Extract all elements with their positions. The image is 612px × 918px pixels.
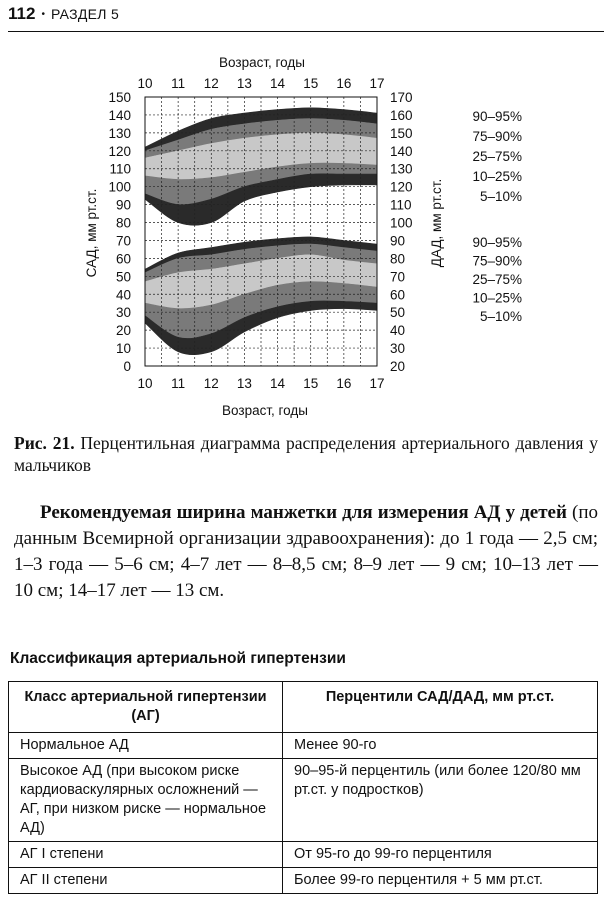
legend-lower-item: 10–25% [472, 290, 522, 306]
y-tick-left: 120 [108, 143, 131, 159]
legend-lower [472, 235, 522, 324]
legend-lower-item: 5–10% [479, 309, 522, 324]
y-tick-left: 140 [108, 107, 131, 123]
header-class: Класс артериальной гипертензии (АГ) [9, 682, 283, 733]
cell-class: АГ II степени [9, 868, 283, 894]
y-tick-left: 130 [108, 125, 131, 141]
y-tick-left: 20 [115, 323, 131, 339]
cell-percentile: Менее 90-го [283, 733, 598, 759]
cuff-width-paragraph [14, 500, 598, 604]
y-axis-label-left: САД, мм рт.ст. [84, 188, 99, 278]
x-tick-bottom: 12 [203, 376, 219, 391]
y-tick-right: 100 [390, 215, 413, 231]
x-tick-top: 16 [336, 76, 352, 91]
legend-upper-item: 10–25% [472, 169, 522, 184]
cell-class: Высокое АД (при высоком риске кардиоваскулярных осложнений — АГ, при низком риске — нормальное АД) [9, 759, 283, 842]
x-tick-top: 17 [369, 76, 385, 91]
y-tick-left: 10 [115, 341, 131, 357]
y-tick-right: 130 [390, 161, 413, 177]
table-row [9, 733, 598, 759]
figure-caption [14, 432, 598, 476]
y-tick-right: 140 [390, 143, 413, 159]
y-ticks-left [108, 90, 131, 374]
y-tick-left: 80 [115, 215, 131, 231]
hypertension-table [8, 681, 598, 894]
x-tick-bottom: 16 [336, 376, 352, 391]
y-tick-left: 90 [115, 197, 131, 213]
x-tick-bottom: 13 [236, 376, 252, 391]
y-tick-right: 150 [390, 125, 413, 141]
y-tick-right: 80 [390, 251, 406, 267]
y-tick-right: 70 [390, 269, 406, 285]
y-tick-left: 0 [123, 359, 131, 374]
x-tick-top: 15 [303, 76, 319, 91]
x-tick-bottom: 11 [171, 376, 186, 391]
legend-upper-item: 90–95% [472, 109, 522, 124]
x-tick-top: 12 [203, 76, 219, 91]
legend-upper-item: 25–75% [472, 149, 522, 164]
table-row [9, 759, 598, 842]
x-tick-bottom: 17 [369, 376, 385, 391]
x-tick-bottom: 15 [303, 376, 319, 391]
x-axis-label-bottom: Возраст, годы [222, 403, 308, 418]
y-tick-right: 110 [390, 197, 412, 213]
bullet-icon: • [41, 8, 45, 20]
caption-label: Рис. 21. [14, 433, 75, 453]
header-percentiles: Перцентили САД/ДАД, мм рт.ст. [283, 682, 598, 733]
cell-class: АГ I степени [9, 842, 283, 868]
y-tick-left: 110 [109, 161, 131, 177]
caption-text: Перцентильная диаграмма распределения артериального давления у мальчиков [14, 433, 598, 475]
y-tick-right: 120 [390, 179, 413, 195]
y-tick-left: 30 [115, 305, 131, 321]
legend-upper-item: 75–90% [472, 129, 522, 144]
y-tick-left: 100 [108, 179, 131, 195]
x-tick-top: 13 [236, 76, 252, 91]
y-tick-left: 70 [115, 233, 131, 249]
cell-percentile: От 95-го до 99-го перцентиля [283, 842, 598, 868]
page-number: 112 [8, 4, 36, 23]
running-head [8, 4, 119, 24]
y-tick-right: 60 [390, 287, 406, 303]
y-tick-right: 30 [390, 341, 406, 357]
header-rule [8, 31, 604, 32]
legend-lower-item: 25–75% [472, 272, 522, 287]
y-tick-right: 20 [390, 359, 406, 374]
y-axis-label-right: ДАД, мм рт.ст. [429, 178, 444, 268]
cell-percentile: 90–95-й перцентиль (или более 120/80 мм рт.ст. у подростков) [283, 759, 598, 842]
table-row [9, 868, 598, 894]
y-tick-right: 170 [390, 90, 413, 105]
y-tick-right: 90 [390, 233, 406, 249]
y-tick-left: 60 [115, 251, 131, 267]
x-ticks-bottom [137, 376, 384, 391]
y-tick-right: 50 [390, 305, 406, 321]
x-tick-bottom: 10 [137, 376, 153, 391]
x-tick-bottom: 14 [270, 376, 286, 391]
y-tick-right: 40 [390, 323, 406, 339]
cell-class: Нормальное АД [9, 733, 283, 759]
x-tick-top: 11 [171, 76, 186, 91]
table-header-row [9, 682, 598, 733]
y-ticks-right [390, 90, 413, 374]
table-title: Классификация артериальной гипертензии [10, 650, 346, 667]
y-tick-left: 150 [108, 90, 131, 105]
legend-upper-item: 5–10% [479, 189, 522, 204]
x-tick-top: 10 [137, 76, 153, 91]
x-ticks-top [137, 76, 384, 91]
x-axis-label-top: Возраст, годы [219, 55, 305, 70]
x-tick-top: 14 [270, 76, 286, 91]
table-row [9, 842, 598, 868]
y-tick-left: 40 [115, 287, 131, 303]
legend-lower-item: 75–90% [472, 253, 522, 269]
legend-upper [472, 109, 522, 204]
section-name: РАЗДЕЛ 5 [50, 6, 120, 22]
percentile-chart [0, 38, 612, 423]
legend-lower-item: 90–95% [472, 235, 522, 250]
paragraph-lead: Рекомендуемая ширина манжетки для измерения АД у детей [40, 502, 567, 523]
paragraph-body: (по данным Всемирной организации здравоохранения): до 1 года — 2,5 см; 1–3 года — 5–6 см; 4–7 лет — 8–8,5 см; 8–9 лет — 9 см; 10–13 лет — 10 см; 14–17 лет — 13 см. [14, 502, 598, 601]
cell-percentile: Более 99-го перцентиля + 5 мм рт.ст. [283, 868, 598, 894]
y-tick-left: 50 [115, 269, 131, 285]
y-tick-right: 160 [390, 107, 413, 123]
